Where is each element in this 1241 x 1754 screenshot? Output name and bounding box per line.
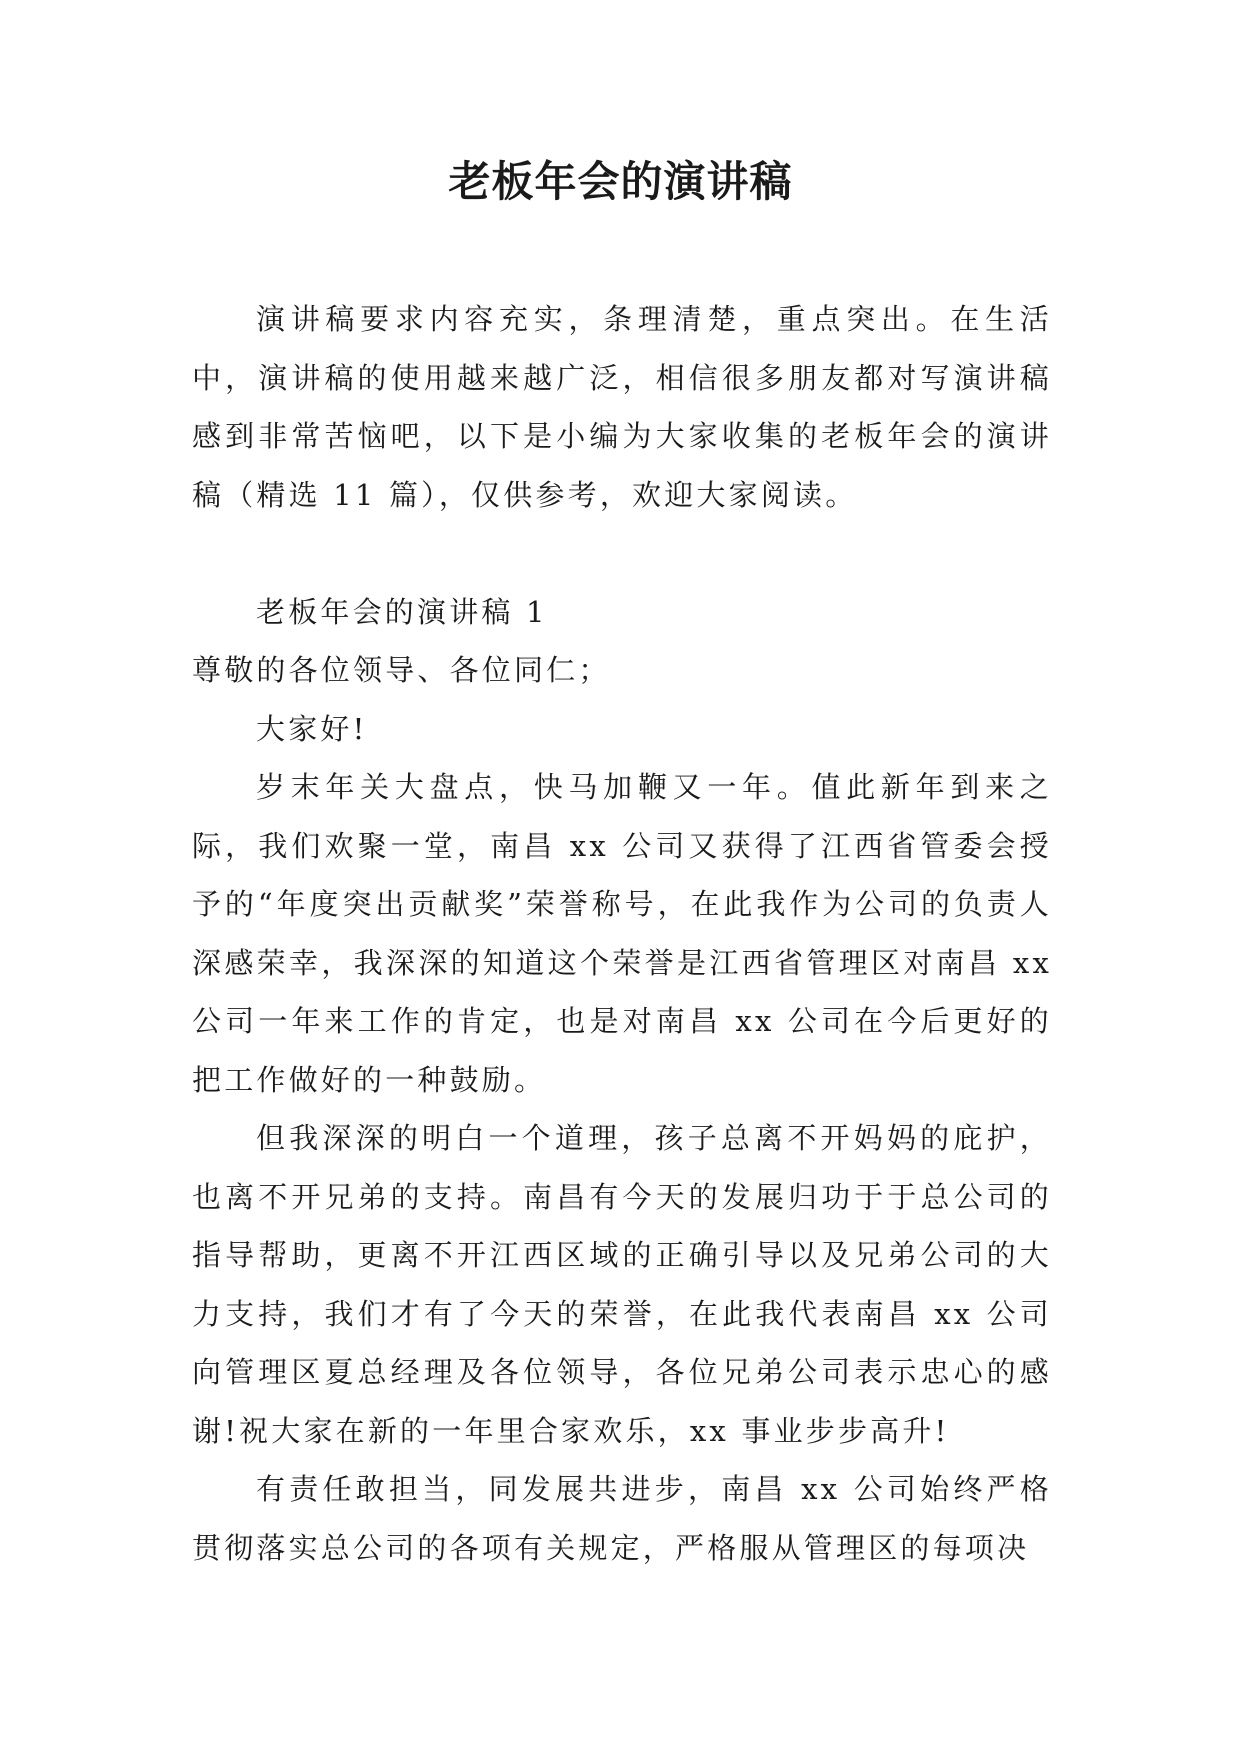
document-title: 老板年会的演讲稿 <box>448 157 793 206</box>
body-paragraph-3: 有责任敢担当，同发展共进步，南昌 xx 公司始终严格贯彻落实总公司的各项有关规定，严格服从管理区的每项决 <box>192 1472 1052 1565</box>
intro-paragraph: 演讲稿要求内容充实，条理清楚，重点突出。在生活中，演讲稿的使用越来越广泛，相信很多朋友都对写演讲稿感到非常苦恼吧，以下是小编为大家收集的老板年会的演讲稿（精选 11 篇），仅供参考，欢迎大家阅读。 <box>192 302 1052 512</box>
document-body <box>192 290 1052 1577</box>
salutation: 尊敬的各位领导、各位同仁； <box>192 653 611 687</box>
body-paragraph-2: 但我深深的明白一个道理，孩子总离不开妈妈的庇护，也离不开兄弟的支持。南昌有今天的发展归功于于总公司的指导帮助，更离不开江西区域的正确引导以及兄弟公司的大力支持，我们才有了今天的荣誉，在此我代表南昌 xx 公司向管理区夏总经理及各位领导，各位兄弟公司表示忠心的感谢!祝大家在新的一年里合家欢乐，xx 事业步步高升! <box>192 1121 1052 1448</box>
paragraph-gap <box>192 524 1052 583</box>
greeting: 大家好! <box>256 711 368 746</box>
body-paragraph-1: 岁末年关大盘点，快马加鞭又一年。值此新年到来之际，我们欢聚一堂，南昌 xx 公司又获得了江西省管委会授予的“年度突出贡献奖”荣誉称号，在此我作为公司的负责人深感荣幸，我深深的知道这个荣誉是江西省管理区对南昌 xx 公司一年来工作的肯定，也是对南昌 xx 公司在今后更好的把工作做好的一种鼓励。 <box>192 770 1052 1097</box>
section-heading: 老板年会的演讲稿 1 <box>256 594 548 629</box>
